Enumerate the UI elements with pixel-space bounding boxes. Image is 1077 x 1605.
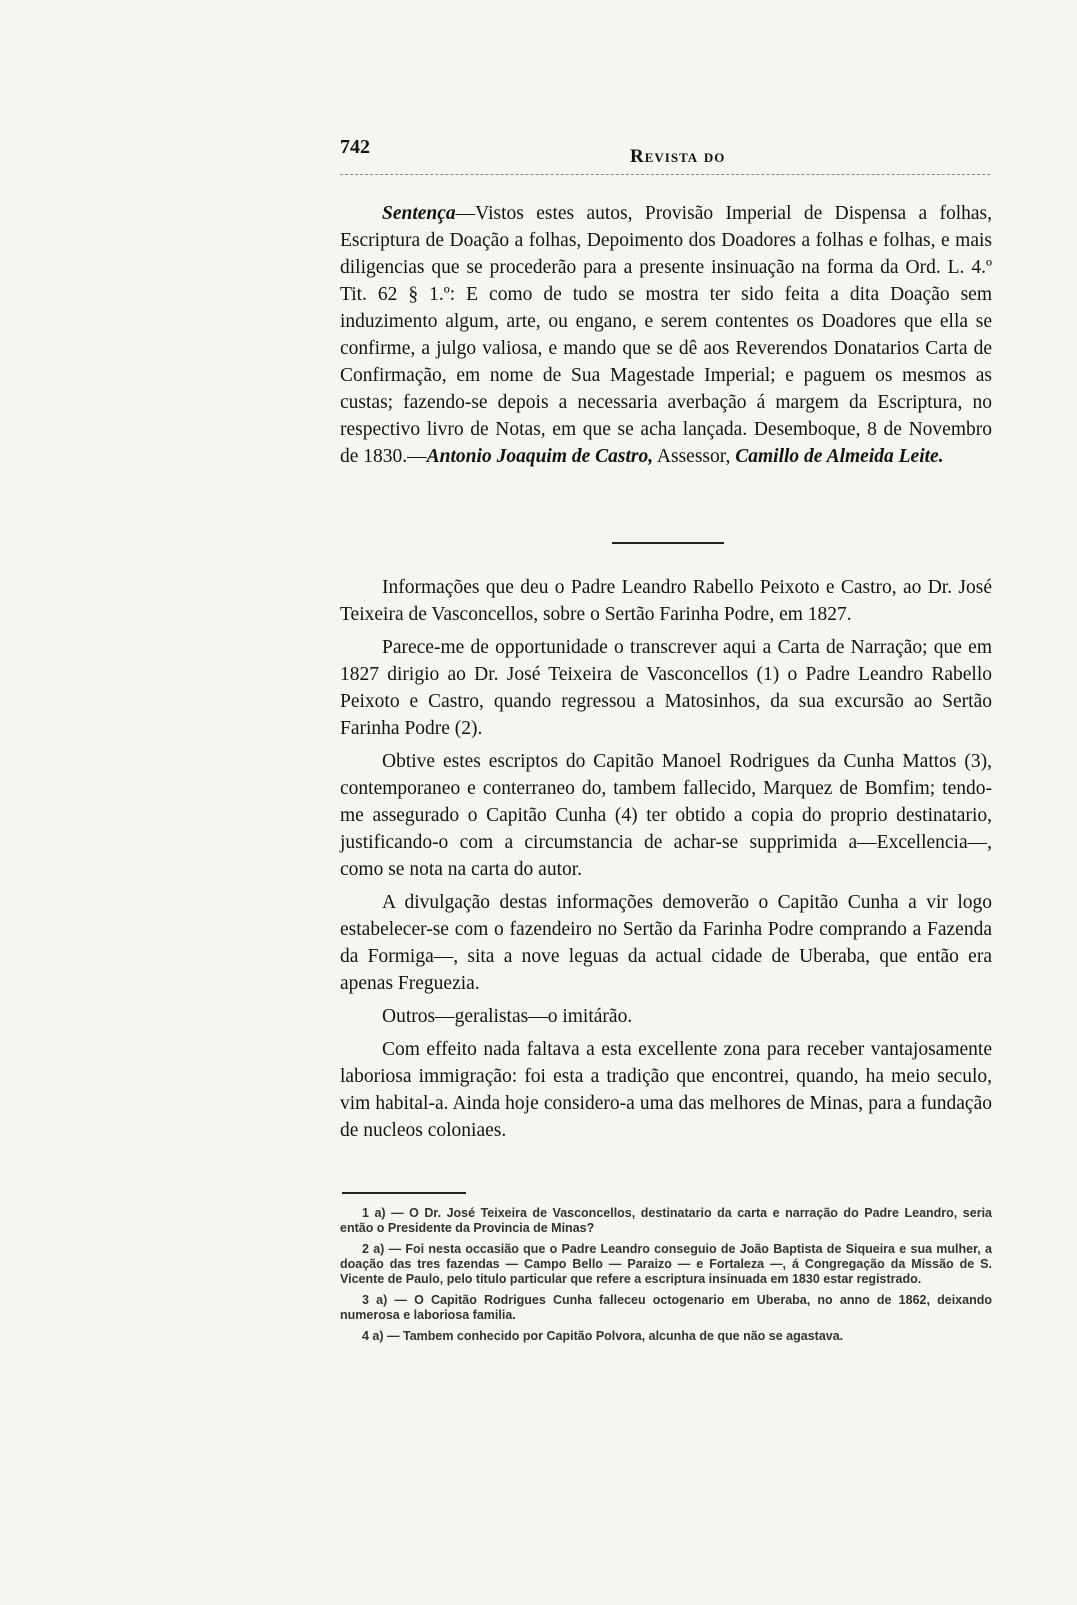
running-title: Revista do	[630, 146, 726, 167]
footnote-rule	[342, 1192, 466, 1194]
footnote-2: 2 a) — Foi nesta occasião que o Padre Leandro conseguio de João Baptista de Siqueira e sua mulher, a doação das tres fazendas — Campo Bello — Paraizo — e Fortaleza —, á Congregação da Missão de S. Vicente de Paulo, pelo titulo particular que refere a escriptura insinuada em 1830 estar registrado.	[340, 1242, 992, 1286]
page-header	[340, 136, 990, 176]
sentence-lead: Sentença	[382, 203, 456, 224]
signer-castro: Antonio Joaquim de Castro,	[426, 446, 654, 467]
section-title: Informações que deu o Padre Leandro Rabello Peixoto e Castro, ao Dr. José Teixeira de Vasconcellos, sobre o Sertão Farinha Podre, em 1827.	[340, 577, 992, 625]
assessor-label: Assessor,	[653, 446, 736, 467]
paragraph-3: A divulgação destas informações demoverão o Capitão Cunha a vir logo estabelecer-se com o fazendeiro no Sertão da Farinha Podre comprando a Fazenda da Formiga—, sita a nove leguas da actual cidade de Uberaba, que então era apenas Freguezia.	[340, 892, 992, 994]
paragraph-5: Com effeito nada faltava a esta excellente zona para receber vantajosamente laboriosa immigração: foi esta a tradição que encontrei, quando, ha meio seculo, vim habital-a. Ainda hoje considero-a uma das melhores de Minas, para a fundação de nucleos coloniaes.	[340, 1039, 992, 1141]
sentence-paragraph	[340, 200, 992, 470]
page-number: 742	[340, 136, 370, 158]
signer-leite: Camillo de Almeida Leite.	[735, 446, 944, 467]
footnote-1: 1 a) — O Dr. José Teixeira de Vasconcellos, destinatario da carta e narração do Padre Leandro, seria então o Presidente da Provincia de Minas?	[340, 1206, 992, 1235]
paragraph-2: Obtive estes escriptos do Capitão Manoel Rodrigues da Cunha Mattos (3), contemporaneo e conterraneo do, tambem fallecido, Marquez de Bomfim; tendo-me assegurado o Capitão Cunha (4) ter obtido a copia do proprio destinatario, justificando-o com a circumstancia de achar-se supprimida a—Excellencia—, como se nota na carta do autor.	[340, 751, 992, 880]
footnotes	[340, 1206, 992, 1350]
sentence-section	[340, 200, 992, 470]
footnote-3: 3 a) — O Capitão Rodrigues Cunha falleceu octogenario em Uberaba, no anno de 1862, deixando numerosa e laboriosa familia.	[340, 1293, 992, 1322]
paragraph-1: Parece-me de opportunidade o transcrever aqui a Carta de Narração; que em 1827 dirigio ao Dr. José Teixeira de Vasconcellos (1) o Padre Leandro Rabello Peixoto e Castro, quando regressou a Matosinhos, da sua excursão ao Sertão Farinha Podre (2).	[340, 637, 992, 739]
main-text	[340, 574, 992, 1150]
sentence-text: —Vistos estes autos, Provisão Imperial de Dispensa a folhas, Escriptura de Doação a folhas, Depoimento dos Doadores a folhas e folhas, e mais diligencias que se procederão para a presente insinuação na forma da Ord. L. 4.º Tit. 62 § 1.º: E como de tudo se mostra ter sido feita a dita Doação sem induzimento algum, arte, ou engano, e serem contentes os Doadores que ella se confirme, a julgo valiosa, e mando que se dê aos Reverendos Donatarios Carta de Confirmação, em nome de Sua Magestade Imperial; e paguem os mesmos as custas; fazendo-se depois a necessaria averbação á margem da Escriptura, no respectivo livro de Notas, em que se acha lançada. Desemboque, 8 de Novembro de 1830.—	[340, 203, 992, 467]
section-separator	[612, 542, 724, 544]
paragraph-4: Outros—geralistas—o imitárão.	[382, 1006, 633, 1027]
footnote-4: 4 a) — Tambem conhecido por Capitão Polvora, alcunha de que não se agastava.	[362, 1329, 844, 1343]
header-rule	[340, 174, 990, 175]
